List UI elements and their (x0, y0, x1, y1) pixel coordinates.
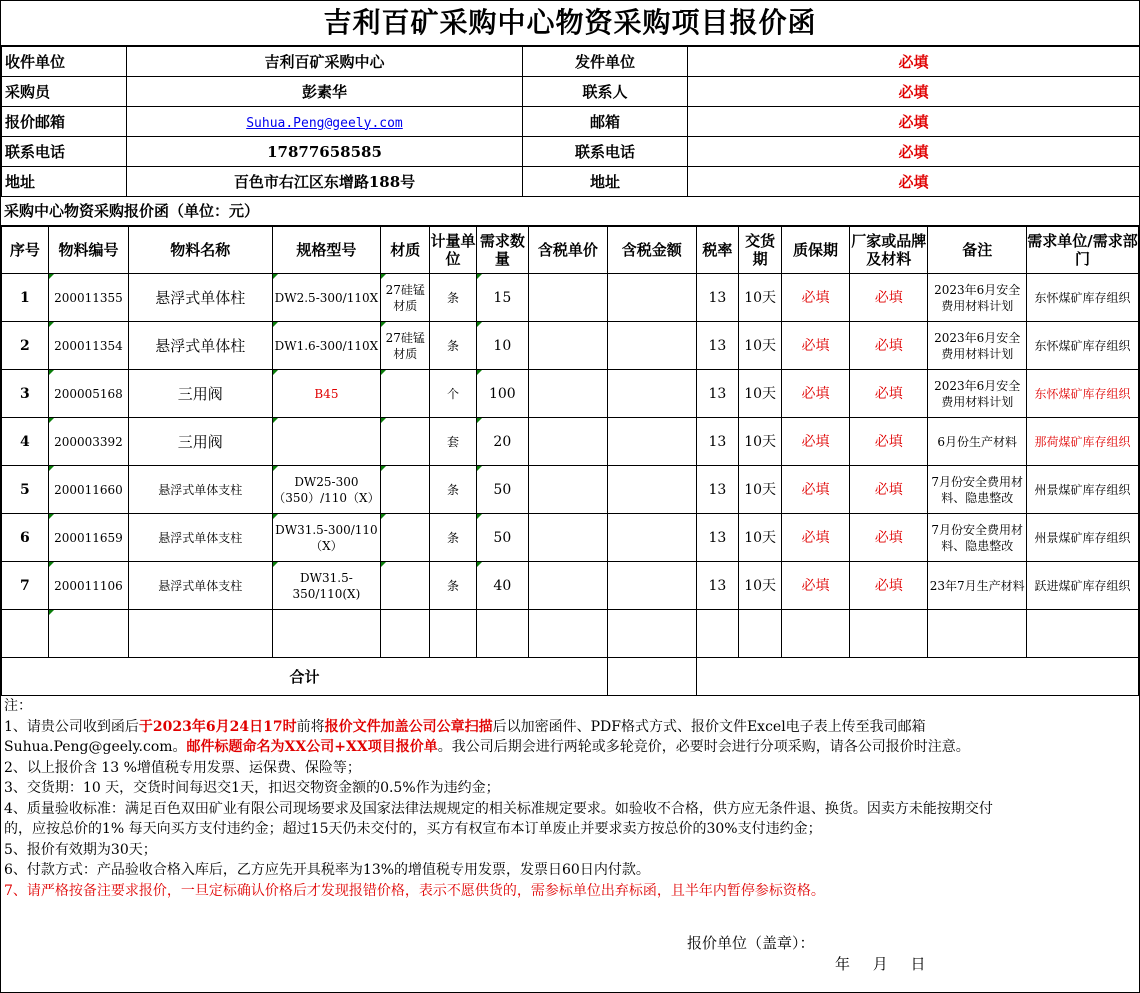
warranty-input[interactable]: 必填 (781, 418, 849, 466)
tax-rate: 13 (696, 274, 739, 322)
info-value: 百色市右江区东增路188号 (127, 167, 523, 197)
quantity: 15 (476, 274, 528, 322)
total-amount-input[interactable] (608, 658, 696, 696)
note-1-part-a: 1、请贵公司收到函后 (4, 718, 139, 735)
table-row (2, 274, 1139, 322)
row-number: 5 (2, 466, 49, 514)
row-number: 3 (2, 370, 49, 418)
empty-cell[interactable] (430, 610, 477, 658)
empty-cell[interactable] (739, 610, 782, 658)
warranty-input[interactable]: 必填 (781, 370, 849, 418)
column-header: 质保期 (781, 227, 849, 274)
delivery-period: 10天 (739, 514, 782, 562)
material-name: 悬浮式单体支柱 (129, 562, 272, 610)
row-number: 1 (2, 274, 49, 322)
unit: 条 (430, 466, 477, 514)
note-6: 6、付款方式：产品验收合格入库后，乙方应先开具税率为13%的增值税专用发票，发票日60日内付款。 (4, 862, 650, 878)
department: 东怀煤矿库存组织 (1027, 322, 1139, 370)
spec-model: DW2.5-300/110X (272, 274, 381, 322)
info-row (2, 167, 1140, 197)
material-name: 悬浮式单体支柱 (129, 466, 272, 514)
material-name: 悬浮式单体柱 (129, 274, 272, 322)
signature-label: 报价单位（盖章）： (687, 934, 815, 952)
date-label: 年 月 日 (835, 955, 926, 973)
unit: 条 (430, 274, 477, 322)
note-1-cont (1, 737, 1139, 758)
info-label: 地址 (523, 167, 688, 197)
unit-price-input[interactable] (528, 274, 607, 322)
unit-price-input[interactable] (528, 466, 607, 514)
brand-input[interactable]: 必填 (850, 418, 928, 466)
tax-rate: 13 (696, 322, 739, 370)
brand-input[interactable]: 必填 (850, 562, 928, 610)
total-rest (696, 658, 1138, 696)
tax-rate: 13 (696, 418, 739, 466)
required-input-cell[interactable]: 必填 (688, 107, 1140, 137)
department: 东怀煤矿库存组织 (1027, 370, 1139, 418)
column-header: 含税单价 (528, 227, 607, 274)
spec-model: DW31.5-300/110（X） (272, 514, 381, 562)
material-code: 200011660 (48, 466, 128, 514)
material-name: 悬浮式单体柱 (129, 322, 272, 370)
info-label: 邮箱 (523, 107, 688, 137)
info-row (2, 77, 1140, 107)
empty-cell[interactable] (928, 610, 1027, 658)
info-label: 报价邮箱 (2, 107, 127, 137)
column-header: 计量单位 (430, 227, 477, 274)
material-code: 200005168 (48, 370, 128, 418)
delivery-period: 10天 (739, 322, 782, 370)
blank-row (2, 610, 1139, 658)
delivery-period: 10天 (739, 418, 782, 466)
row-number: 4 (2, 418, 49, 466)
amount-input[interactable] (608, 370, 696, 418)
info-label: 收件单位 (2, 47, 127, 77)
department: 跃进煤矿库存组织 (1027, 562, 1139, 610)
column-header: 税率 (696, 227, 739, 274)
note-7: 7、请严格按备注要求报价，一旦定标确认价格后才发现报错价格，表示不愿供货的，需参标单位出弃标函，且半年内暂停参标资格。 (4, 882, 825, 899)
material-code: 200011106 (48, 562, 128, 610)
table-row (2, 370, 1139, 418)
remark: 2023年6月安全费用材料计划 (928, 370, 1027, 418)
unit-price-input[interactable] (528, 562, 607, 610)
info-label: 联系人 (523, 77, 688, 107)
info-row (2, 137, 1140, 167)
info-label: 采购员 (2, 77, 127, 107)
amount-input[interactable] (608, 514, 696, 562)
required-input-cell[interactable]: 必填 (688, 77, 1140, 107)
delivery-period: 10天 (739, 562, 782, 610)
department: 东怀煤矿库存组织 (1027, 274, 1139, 322)
material-code: 200003392 (48, 418, 128, 466)
empty-cell[interactable] (696, 610, 739, 658)
amount-input[interactable] (608, 562, 696, 610)
email-link[interactable]: Suhua.Peng@geely.com (246, 115, 403, 131)
row-number: 2 (2, 322, 49, 370)
row-number: 7 (2, 562, 49, 610)
column-header: 需求单位/需求部门 (1027, 227, 1139, 274)
empty-cell[interactable] (528, 610, 607, 658)
required-input-cell[interactable]: 必填 (688, 167, 1140, 197)
note-1 (1, 717, 1139, 738)
material-type: 27硅锰材质 (381, 322, 430, 370)
notes-head: 注： (4, 698, 32, 714)
info-label: 发件单位 (523, 47, 688, 77)
amount-input[interactable] (608, 466, 696, 514)
material-type (381, 562, 430, 610)
spec-model: DW25-300（350）/110（X） (272, 466, 381, 514)
column-header: 含税金额 (608, 227, 696, 274)
amount-input[interactable] (608, 274, 696, 322)
delivery-period: 10天 (739, 466, 782, 514)
brand-input[interactable]: 必填 (850, 322, 928, 370)
material-type (381, 418, 430, 466)
empty-cell[interactable] (381, 610, 430, 658)
quantity: 50 (476, 514, 528, 562)
table-row (2, 466, 1139, 514)
warranty-input[interactable]: 必填 (781, 466, 849, 514)
unit: 条 (430, 322, 477, 370)
note-1-part-e: 后以加密函件、PDF格式方式、报价文件Excel电子表上传至我司邮箱 (492, 718, 926, 735)
department: 那荷煤矿库存组织 (1027, 418, 1139, 466)
brand-input[interactable]: 必填 (850, 274, 928, 322)
table-row (2, 562, 1139, 610)
required-input-cell[interactable]: 必填 (688, 137, 1140, 167)
unit-price-input[interactable] (528, 514, 607, 562)
unit-price-input[interactable] (528, 322, 607, 370)
spec-model: DW1.6-300/110X (272, 322, 381, 370)
info-value: 彭素华 (127, 77, 523, 107)
quantity: 50 (476, 466, 528, 514)
remark: 6月份生产材料 (928, 418, 1027, 466)
material-name: 三用阀 (129, 418, 272, 466)
quantity: 40 (476, 562, 528, 610)
note-4-cont: 的，应按总价的1% 每天向买方支付违约金；超过15天仍未交付的，买方有权宣布本订单废止并要求卖方按总价的30%支付违约金； (4, 821, 822, 837)
amount-input[interactable] (608, 322, 696, 370)
empty-cell[interactable] (781, 610, 849, 658)
column-header: 物料名称 (129, 227, 272, 274)
info-row (2, 47, 1140, 77)
table-row (2, 514, 1139, 562)
quantity: 20 (476, 418, 528, 466)
required-input-cell[interactable]: 必填 (688, 47, 1140, 77)
material-name: 悬浮式单体支柱 (129, 514, 272, 562)
column-header: 交货期 (739, 227, 782, 274)
quantity: 10 (476, 322, 528, 370)
unit: 套 (430, 418, 477, 466)
contact-info-table (1, 46, 1140, 197)
amount-input[interactable] (608, 418, 696, 466)
row-number: 6 (2, 514, 49, 562)
remark: 23年7月生产材料 (928, 562, 1027, 610)
info-label: 联系电话 (523, 137, 688, 167)
tax-rate: 13 (696, 370, 739, 418)
column-header: 规格型号 (272, 227, 381, 274)
table-header-row (2, 227, 1139, 274)
unit: 个 (430, 370, 477, 418)
department: 州景煤矿库存组织 (1027, 466, 1139, 514)
delivery-period: 10天 (739, 274, 782, 322)
material-type: 27硅锰材质 (381, 274, 430, 322)
note-2: 2、以上报价含 13 %增值税专用发票、运保费、保险等； (4, 759, 361, 776)
department: 州景煤矿库存组织 (1027, 514, 1139, 562)
material-code: 200011355 (48, 274, 128, 322)
material-code: 200011659 (48, 514, 128, 562)
tax-rate: 13 (696, 562, 739, 610)
material-type (381, 514, 430, 562)
items-table (1, 226, 1139, 696)
empty-cell[interactable] (608, 610, 696, 658)
column-header: 物料编号 (48, 227, 128, 274)
material-name: 三用阀 (129, 370, 272, 418)
unit-price-input[interactable] (528, 370, 607, 418)
brand-input[interactable]: 必填 (850, 370, 928, 418)
table-row (2, 418, 1139, 466)
total-label: 合计 (2, 658, 608, 696)
note-1-subject-rule: 邮件标题命名为XX公司+XX项目报价单 (186, 739, 438, 755)
note-1-deadline: 于2023年6月24日17时 (138, 718, 297, 735)
empty-cell[interactable] (272, 610, 381, 658)
spec-model: B45 (272, 370, 381, 418)
delivery-period: 10天 (739, 370, 782, 418)
info-label: 地址 (2, 167, 127, 197)
warranty-input[interactable]: 必填 (781, 322, 849, 370)
note-1-part-h: 。我公司后期会进行两轮或多轮竞价，必要时会进行分项采购，请各公司报价时注意。 (437, 739, 970, 755)
brand-input[interactable]: 必填 (850, 466, 928, 514)
notes-section (1, 696, 1139, 992)
unit: 条 (430, 562, 477, 610)
note-1-seal-requirement: 报价文件加盖公司公章扫描 (324, 718, 493, 735)
empty-cell[interactable] (129, 610, 272, 658)
warranty-input[interactable]: 必填 (781, 274, 849, 322)
remark: 2023年6月安全费用材料计划 (928, 274, 1027, 322)
tax-rate: 13 (696, 514, 739, 562)
warranty-input[interactable]: 必填 (781, 562, 849, 610)
info-label: 联系电话 (2, 137, 127, 167)
info-value (127, 107, 523, 137)
column-header: 需求数量 (476, 227, 528, 274)
column-header: 厂家或品牌及材料 (850, 227, 928, 274)
column-header: 序号 (2, 227, 49, 274)
empty-cell[interactable] (850, 610, 928, 658)
tax-rate: 13 (696, 466, 739, 514)
table-row (2, 322, 1139, 370)
table-subtitle: 采购中心物资采购报价函（单位：元） (1, 197, 1139, 226)
spec-model: DW31.5-350/110(X) (272, 562, 381, 610)
remark: 2023年6月安全费用材料计划 (928, 322, 1027, 370)
empty-cell[interactable] (48, 610, 128, 658)
quantity: 100 (476, 370, 528, 418)
column-header: 材质 (381, 227, 430, 274)
note-5: 5、报价有效期为30天； (4, 841, 157, 858)
material-type (381, 466, 430, 514)
material-code: 200011354 (48, 322, 128, 370)
brand-input[interactable]: 必填 (850, 514, 928, 562)
remark: 7月份安全费用材料、隐患整改 (928, 514, 1027, 562)
note-1-email: Suhua.Peng@geely.com。 (4, 739, 187, 755)
info-value: 17877658585 (127, 137, 523, 167)
unit: 条 (430, 514, 477, 562)
spec-model (272, 418, 381, 466)
material-type (381, 370, 430, 418)
empty-cell[interactable] (476, 610, 528, 658)
warranty-input[interactable]: 必填 (781, 514, 849, 562)
empty-cell[interactable] (2, 610, 49, 658)
total-row (2, 658, 1139, 696)
note-1-part-c: 前将 (296, 718, 325, 735)
info-row (2, 107, 1140, 137)
document-title: 吉利百矿采购中心物资采购项目报价函 (1, 1, 1139, 46)
note-4: 4、质量验收标准：满足百色双田矿业有限公司现场要求及国家法律法规规定的相关标准规定要求。如验收不合格，供方应无条件退、换货。因卖方未能按期交付 (4, 800, 993, 817)
info-value: 吉利百矿采购中心 (127, 47, 523, 77)
remark: 7月份安全费用材料、隐患整改 (928, 466, 1027, 514)
column-header: 备注 (928, 227, 1027, 274)
unit-price-input[interactable] (528, 418, 607, 466)
note-3: 3、交货期：10 天，交货时间每迟交1天，扣迟交物资金额的0.5%作为违约金； (4, 780, 500, 796)
empty-cell[interactable] (1027, 610, 1139, 658)
